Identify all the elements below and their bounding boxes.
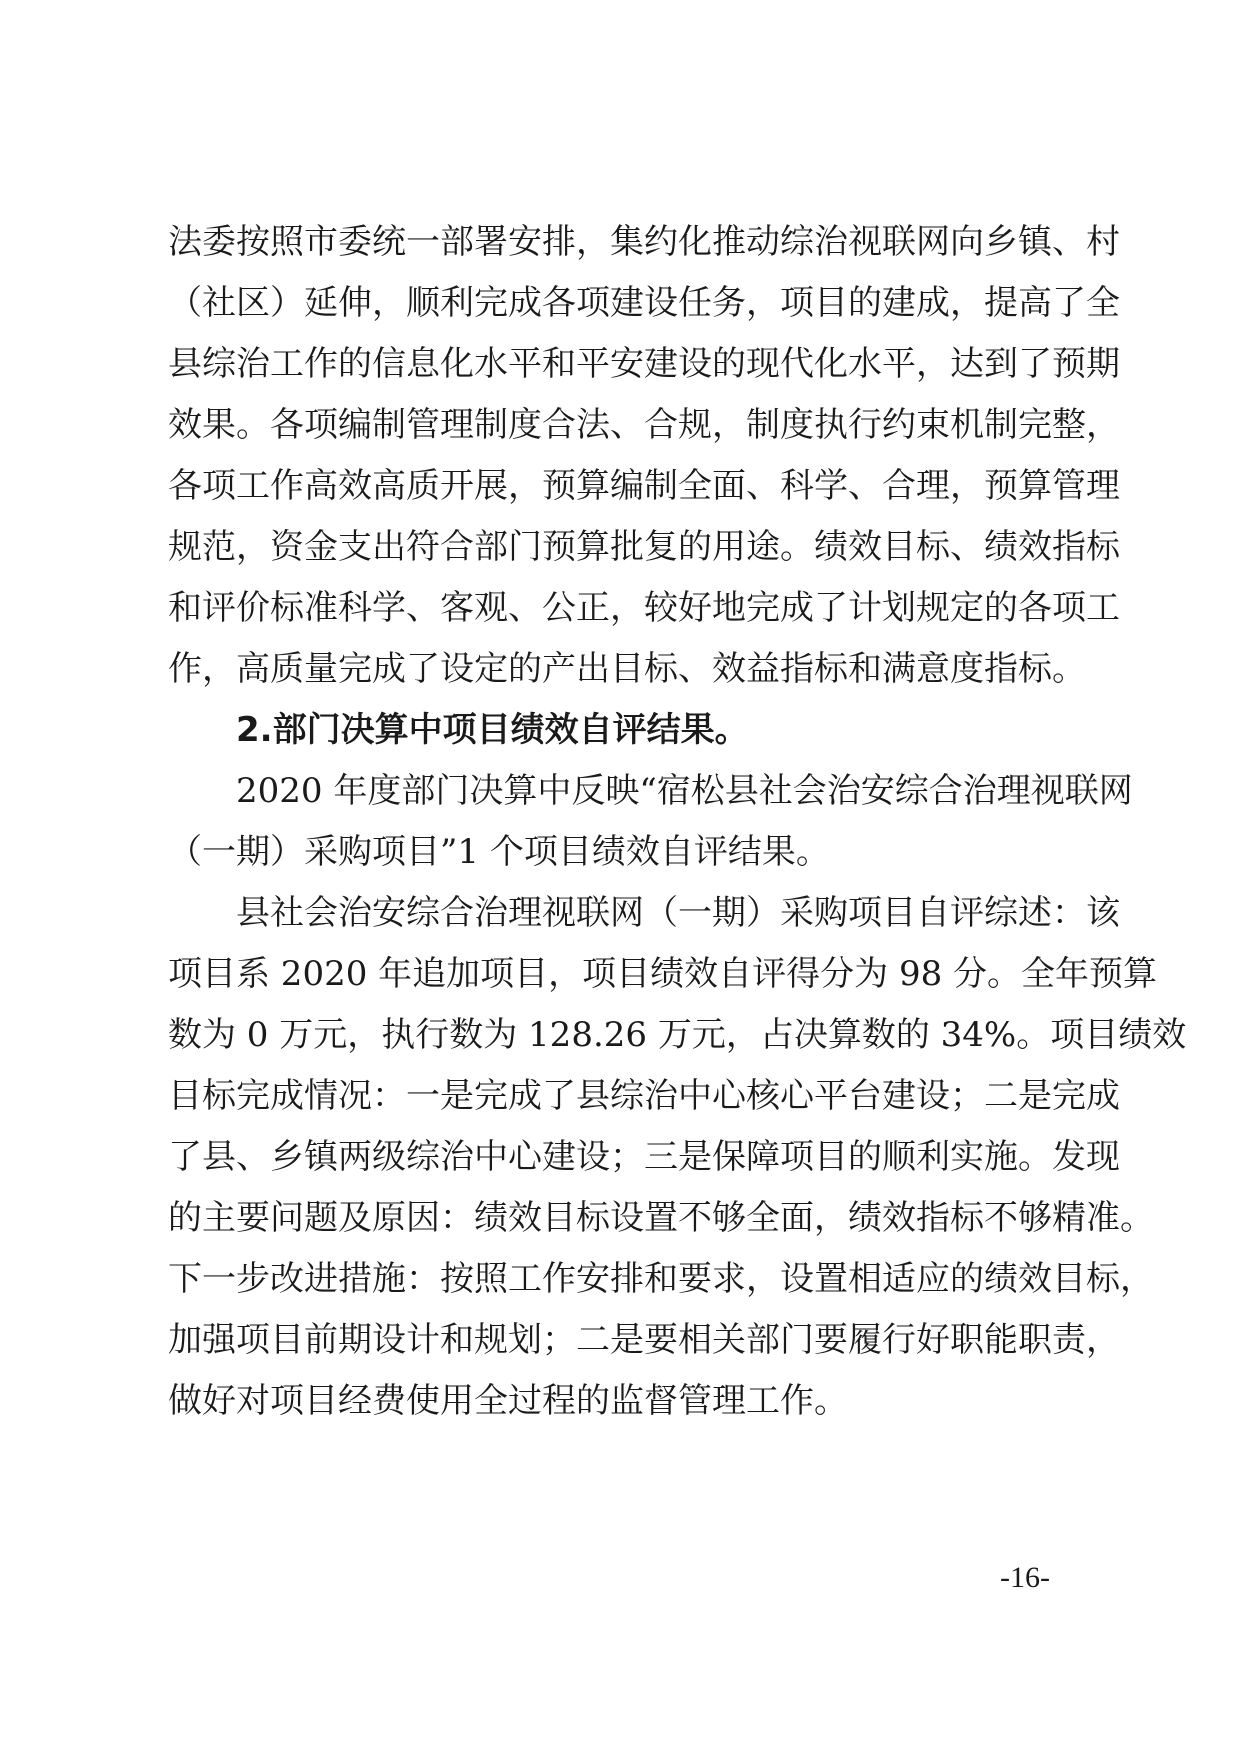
paragraph-line: 2020 年度部门决算中反映“宿松县社会治安综合治理视联网 xyxy=(236,771,1133,811)
paragraph-line: 目标完成情况：一是完成了县综治中心核心平台建设；二是完成 xyxy=(168,1076,1120,1116)
paragraph-line: （社区）延伸，顺利完成各项建设任务，项目的建成，提高了全 xyxy=(168,283,1120,323)
paragraph-line: （一期）采购项目”1 个项目绩效自评结果。 xyxy=(168,832,830,872)
paragraph-line: 作，高质量完成了设定的产出目标、效益指标和满意度指标。 xyxy=(168,649,1086,689)
paragraph-line: 县社会治安综合治理视联网（一期）采购项目自评综述：该 xyxy=(236,893,1120,933)
paragraph-line: 了县、乡镇两级综治中心建设；三是保障项目的顺利实施。发现 xyxy=(168,1137,1120,1177)
paragraph-line: 项目系 2020 年追加项目，项目绩效自评得分为 98 分。全年预算 xyxy=(168,954,1158,994)
paragraph-line: 各项工作高效高质开展，预算编制全面、科学、合理，预算管理 xyxy=(168,466,1120,506)
paragraph-line: 加强项目前期设计和规划；二是要相关部门要履行好职能职责， xyxy=(168,1320,1120,1360)
paragraph-line: 做好对项目经费使用全过程的监督管理工作。 xyxy=(168,1381,848,1421)
paragraph-line: 规范，资金支出符合部门预算批复的用途。绩效目标、绩效指标 xyxy=(168,527,1120,567)
section-heading: 2.部门决算中项目绩效自评结果。 xyxy=(236,710,749,750)
paragraph-line: 效果。各项编制管理制度合法、合规，制度执行约束机制完整， xyxy=(168,405,1120,445)
paragraph-line: 县综治工作的信息化水平和平安建设的现代化水平，达到了预期 xyxy=(168,344,1120,384)
paragraph-line: 和评价标准科学、客观、公正，较好地完成了计划规定的各项工 xyxy=(168,588,1120,628)
paragraph-line: 下一步改进措施：按照工作安排和要求，设置相适应的绩效目标， xyxy=(168,1259,1154,1299)
paragraph-line: 数为 0 万元，执行数为 128.26 万元，占决算数的 34%。项目绩效 xyxy=(168,1015,1187,1055)
paragraph-line: 法委按照市委统一部署安排，集约化推动综治视联网向乡镇、村 xyxy=(168,222,1120,262)
paragraph-line: 的主要问题及原因：绩效目标设置不够全面，绩效指标不够精准。 xyxy=(168,1198,1154,1238)
page-number: -16- xyxy=(1000,1561,1050,1594)
